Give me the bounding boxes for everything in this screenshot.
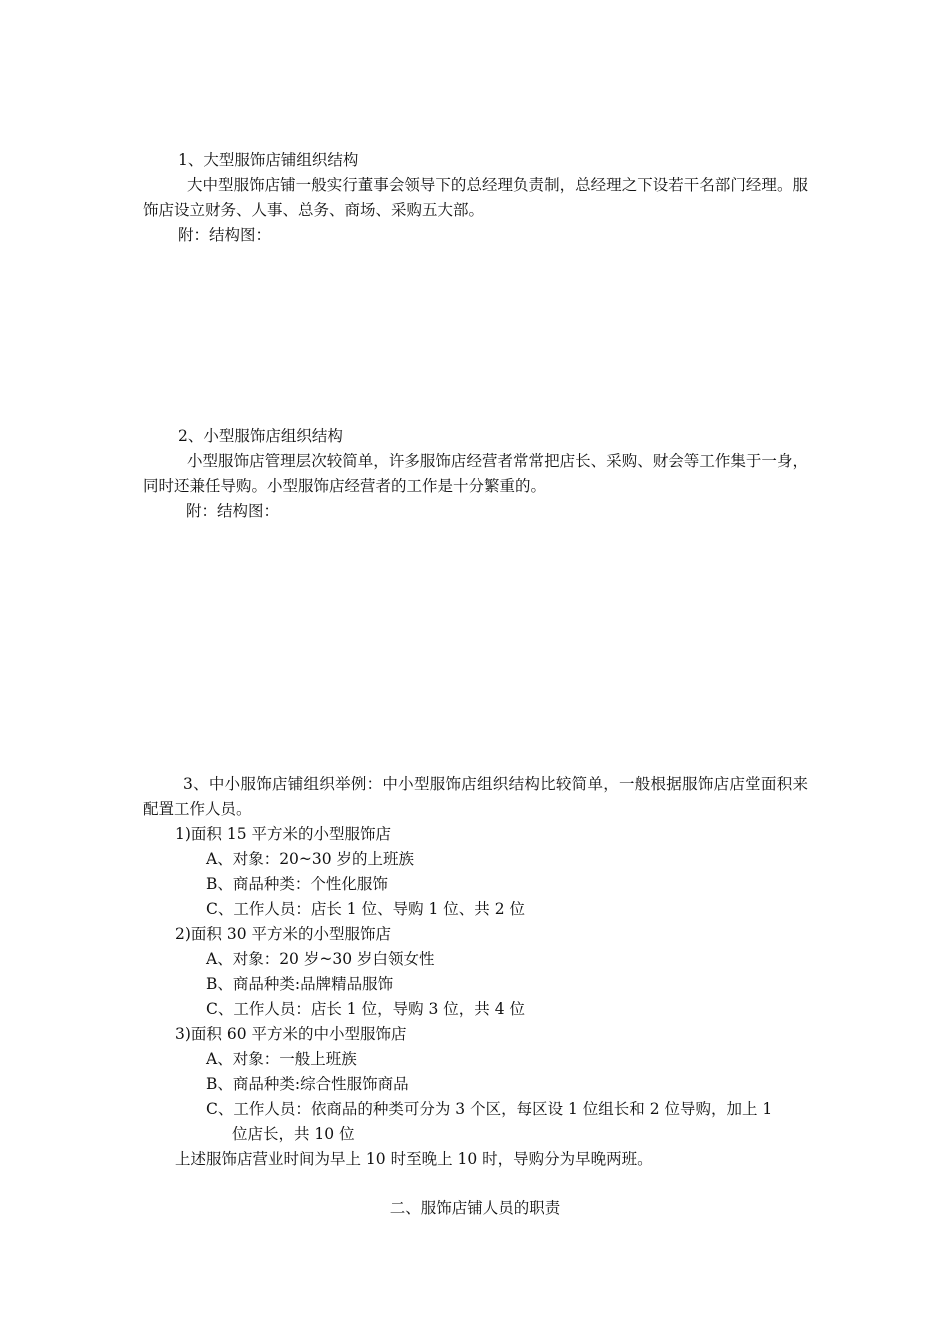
store-3-item-a: A、对象：一般上班族 <box>206 1050 357 1068</box>
section2-chart-label: 附：结构图： <box>186 502 280 520</box>
store-2-item-c: C、工作人员：店长 1 位，导购 3 位，共 4 位 <box>206 1000 526 1018</box>
store-2-item-b: B、商品种类:品牌精品服饰 <box>206 975 394 993</box>
store-1-title: 1)面积 15 平方米的小型服饰店 <box>175 825 391 843</box>
store-3-item-c-cont: 位店长，共 10 位 <box>232 1125 355 1143</box>
section1-chart-area <box>143 250 808 415</box>
store-3-item-b: B、商品种类:综合性服饰商品 <box>206 1075 409 1093</box>
hours-note: 上述服饰店营业时间为早上 10 时至晚上 10 时，导购分为早晚两班。 <box>175 1150 653 1168</box>
store-1-item-b: B、商品种类：个性化服饰 <box>206 875 388 893</box>
section2-chart-area <box>143 526 808 761</box>
store-1-item-c: C、工作人员：店长 1 位、导购 1 位、共 2 位 <box>206 900 526 918</box>
store-1-item-a: A、对象：20~30 岁的上班族 <box>206 850 415 868</box>
store-2-title: 2)面积 30 平方米的小型服饰店 <box>175 925 391 943</box>
section3-intro: 3、中小服饰店铺组织举例：中小型服饰店组织结构比较简单，一般根据服饰店店堂面积来配置工作人员。 <box>143 775 808 818</box>
store-2-item-a: A、对象：20 岁~30 岁白领女性 <box>206 950 435 968</box>
section1-chart-label: 附：结构图： <box>178 226 272 244</box>
section-title-duties: 二、服饰店铺人员的职责 <box>389 1199 561 1217</box>
section2-body: 小型服饰店管理层次较简单，许多服饰店经营者常常把店长、采购、财会等工作集于一身，同时还兼任导购。小型服饰店经营者的工作是十分繁重的。 <box>143 452 808 495</box>
section2-heading: 2、小型服饰店组织结构 <box>178 427 343 445</box>
section1-body: 大中型服饰店铺一般实行董事会领导下的总经理负责制，总经理之下设若干名部门经理。服饰店设立财务、人事、总务、商场、采购五大部。 <box>143 176 808 219</box>
store-3-item-c: C、工作人员：依商品的种类可分为 3 个区，每区设 1 位组长和 2 位导购，加上 1 <box>206 1100 773 1118</box>
section1-heading: 1、大型服饰店铺组织结构 <box>178 151 359 169</box>
store-3-title: 3)面积 60 平方米的中小型服饰店 <box>175 1025 407 1043</box>
